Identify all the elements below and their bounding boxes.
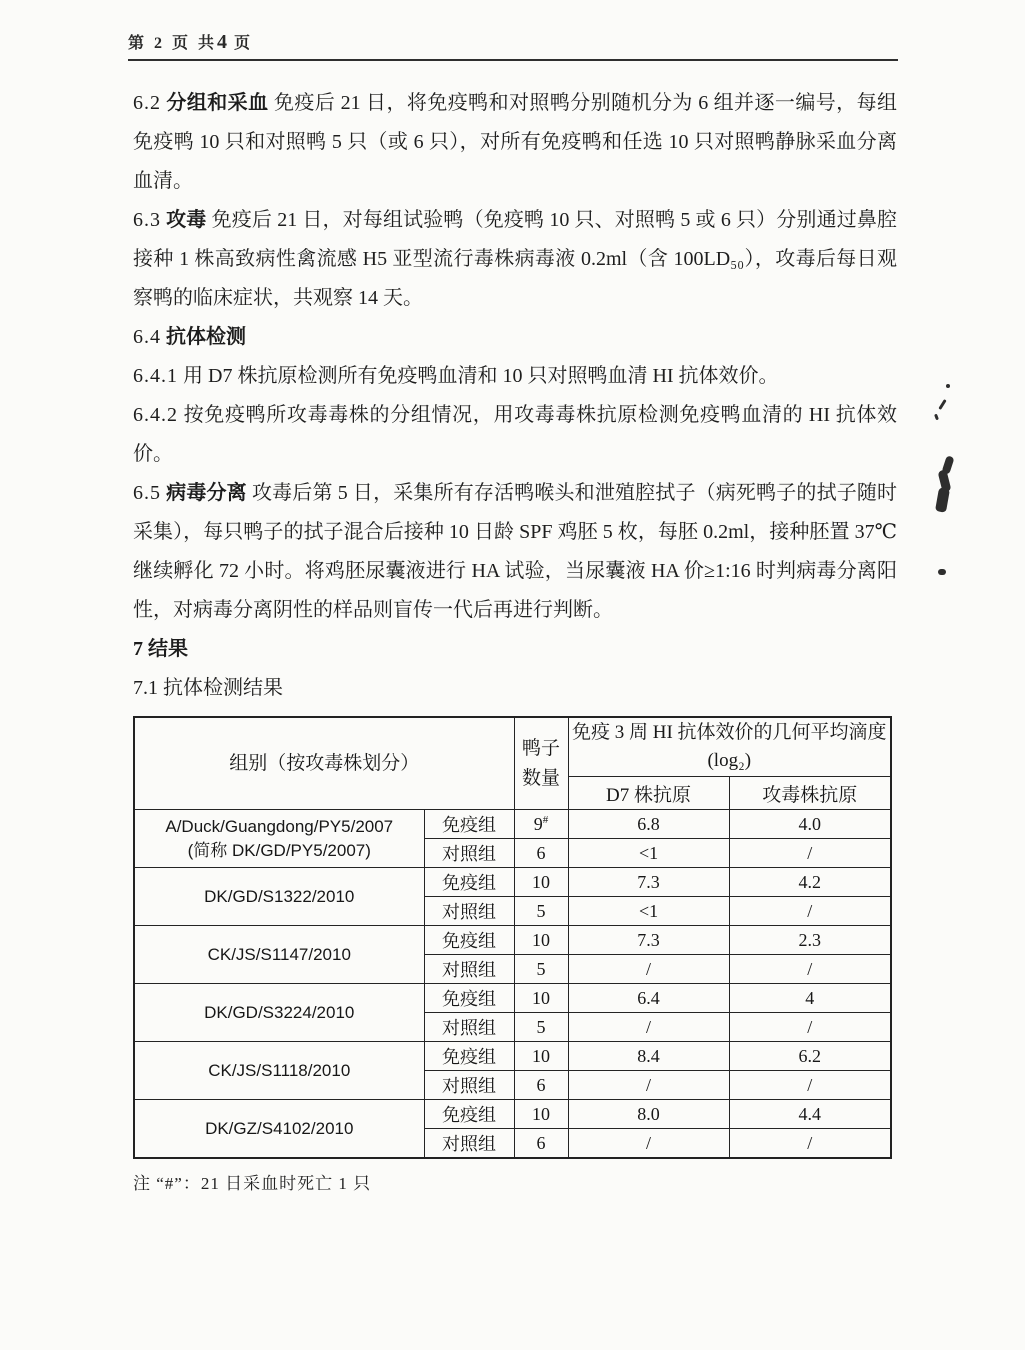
- group-cell: 对照组: [424, 1013, 514, 1042]
- page-number-header: [128, 30, 898, 61]
- column-header-challenge-antigen: 攻毒株抗原: [729, 777, 891, 810]
- section-text: 免疫后 21 日，对每组试验鸭（免疫鸭 10 只、对照鸭 5 或 6 只）分别通过鼻腔接种 1 株高致病性禽流感 H5 亚型流行毒株病毒液 0.2ml（含 100LD₅₀），攻毒后每日观察鸭的临床症状，共观察 14 天。: [133, 209, 898, 309]
- duck-count: 6: [536, 842, 546, 863]
- strain-cell: [134, 984, 424, 1042]
- duck-count: 10: [532, 1103, 551, 1124]
- paragraph-6-4-2: [133, 396, 897, 474]
- duck-count-cell: [514, 810, 568, 839]
- d7-titer-cell: <1: [568, 897, 729, 926]
- group-cell: 对照组: [424, 839, 514, 868]
- results-heading-title: 结果: [148, 638, 188, 660]
- duck-count-cell: [514, 1129, 568, 1159]
- d7-titer-cell: 8.4: [568, 1042, 729, 1071]
- section-number: 6.5: [133, 482, 161, 504]
- strain-cell: [134, 1100, 424, 1159]
- paragraph-6-4: [133, 318, 897, 357]
- strain-name: A/Duck/Guangdong/PY5/2007: [165, 816, 394, 836]
- duck-count: 10: [532, 987, 551, 1008]
- challenge-titer-cell: 4.4: [729, 1100, 891, 1129]
- strain-name: DK/GZ/S4102/2010: [205, 1118, 354, 1138]
- d7-titer-cell: 7.3: [568, 926, 729, 955]
- group-cell: 免疫组: [424, 984, 514, 1013]
- section-number: 6.2: [133, 92, 161, 114]
- table-row: [134, 984, 891, 1013]
- d7-titer-cell: /: [568, 1013, 729, 1042]
- d7-titer-cell: 6.4: [568, 984, 729, 1013]
- paragraph-6-2: [133, 84, 897, 201]
- group-cell: 免疫组: [424, 1100, 514, 1129]
- section-title: 攻毒: [166, 209, 207, 231]
- duck-count-cell: [514, 1071, 568, 1100]
- group-cell: 免疫组: [424, 926, 514, 955]
- page-total-label: 共: [198, 35, 218, 52]
- column-header-hi-titer: 免疫 3 周 HI 抗体效价的几何平均滴度(log₂): [568, 717, 891, 777]
- strain-name: CK/JS/S1147/2010: [207, 944, 351, 964]
- challenge-titer-cell: /: [729, 1071, 891, 1100]
- results-heading: [133, 630, 897, 669]
- duck-count: 5: [536, 900, 546, 921]
- d7-titer-cell: 6.8: [568, 810, 729, 839]
- duck-count-cell: [514, 1013, 568, 1042]
- challenge-titer-cell: 2.3: [729, 926, 891, 955]
- challenge-titer-cell: /: [729, 1129, 891, 1159]
- duck-count: 6: [536, 1132, 546, 1153]
- d7-titer-cell: <1: [568, 839, 729, 868]
- d7-titer-cell: 7.3: [568, 868, 729, 897]
- section-title: 抗体检测: [166, 326, 246, 348]
- ink-mark: [938, 569, 946, 575]
- duck-count-cell: [514, 1042, 568, 1071]
- group-cell: 对照组: [424, 1071, 514, 1100]
- ink-mark: [938, 399, 946, 410]
- group-cell: 对照组: [424, 897, 514, 926]
- table-row: [134, 1100, 891, 1129]
- duck-count-cell: [514, 955, 568, 984]
- duck-count-cell: [514, 1100, 568, 1129]
- group-cell: 免疫组: [424, 810, 514, 839]
- duck-count: 6: [536, 1074, 546, 1095]
- challenge-titer-cell: 6.2: [729, 1042, 891, 1071]
- section-number: 6.3: [133, 209, 161, 231]
- duck-count: 5: [536, 958, 546, 979]
- duck-count-cell: [514, 839, 568, 868]
- section-number: 6.4.1: [133, 365, 178, 387]
- table-footnote: 注 “#”：21 日采血时死亡 1 只: [133, 1174, 372, 1193]
- page-total-number: 4: [217, 31, 228, 53]
- group-cell: 免疫组: [424, 868, 514, 897]
- section-text: 攻毒后第 5 日，采集所有存活鸭喉头和泄殖腔拭子（病死鸭子的拭子随时采集），每只鸭子的拭子混合后接种 10 日龄 SPF 鸡胚 5 枚，每胚 0.2ml，接种胚置 37℃继续孵化 72 小时。将鸡胚尿囊液进行 HA 试验，当尿囊液 HA 价≥1:16 时判病毒分离阳性，对病毒分离阴性的样品则盲传一代后再进行判断。: [133, 482, 898, 621]
- ink-mark: [935, 487, 950, 513]
- d7-titer-cell: /: [568, 1071, 729, 1100]
- challenge-titer-cell: /: [729, 897, 891, 926]
- duck-count: 10: [532, 871, 551, 892]
- strain-cell: [134, 926, 424, 984]
- strain-name: DK/GD/S1322/2010: [204, 886, 355, 906]
- table-header-row-1: [134, 717, 891, 777]
- strain-alias: (简称 DK/GD/PY5/2007): [187, 840, 371, 860]
- strain-name: CK/JS/S1118/2010: [208, 1060, 351, 1080]
- column-header-duck-count: 鸭子数量: [514, 717, 568, 810]
- duck-count-cell: [514, 926, 568, 955]
- duck-count: 10: [532, 929, 551, 950]
- ink-mark: [934, 414, 939, 421]
- page-number-suffix: 页: [234, 35, 254, 52]
- duck-count: 10: [532, 1045, 551, 1066]
- paragraph-6-5: [133, 474, 897, 630]
- challenge-titer-cell: /: [729, 1013, 891, 1042]
- antibody-results-table: [133, 716, 892, 1159]
- challenge-titer-cell: /: [729, 955, 891, 984]
- section-text: 用 D7 株抗原检测所有免疫鸭血清和 10 只对照鸭血清 HI 抗体效价。: [183, 365, 779, 387]
- table-row: [134, 868, 891, 897]
- d7-titer-cell: 8.0: [568, 1100, 729, 1129]
- challenge-titer-cell: 4: [729, 984, 891, 1013]
- section-title: 分组和采血: [166, 92, 269, 114]
- section-text: 免疫后 21 日，将免疫鸭和对照鸭分别随机分为 6 组并逐一编号，每组免疫鸭 10 只和对照鸭 5 只（或 6 只），对所有免疫鸭和任选 10 只对照鸭静脉采血分离血清。: [133, 92, 898, 192]
- challenge-titer-cell: 4.0: [729, 810, 891, 839]
- strain-cell: [134, 810, 424, 868]
- section-number: 6.4.2: [133, 404, 178, 426]
- strain-name: DK/GD/S3224/2010: [204, 1002, 355, 1022]
- challenge-titer-cell: 4.2: [729, 868, 891, 897]
- strain-cell: [134, 1042, 424, 1100]
- d7-titer-cell: /: [568, 955, 729, 984]
- paragraph-6-3: [133, 201, 897, 318]
- duck-count: 5: [536, 1016, 546, 1037]
- table-row: [134, 1042, 891, 1071]
- group-cell: 对照组: [424, 955, 514, 984]
- duck-count-cell: [514, 897, 568, 926]
- duck-count-cell: [514, 868, 568, 897]
- section-title: 病毒分离: [166, 482, 247, 504]
- document-body: [133, 84, 897, 1211]
- duck-count-footmark: #: [542, 813, 549, 826]
- d7-titer-cell: /: [568, 1129, 729, 1159]
- table-row: [134, 810, 891, 839]
- duck-count-cell: [514, 984, 568, 1013]
- results-subheading-title: 抗体检测结果: [163, 677, 283, 699]
- strain-cell: [134, 868, 424, 926]
- group-cell: 免疫组: [424, 1042, 514, 1071]
- table-row: [134, 926, 891, 955]
- results-subheading: [133, 669, 897, 708]
- column-header-group: 组别（按攻毒株划分）: [134, 717, 514, 810]
- results-heading-number: 7: [133, 638, 143, 660]
- results-subheading-number: 7.1: [133, 677, 158, 699]
- column-header-d7-antigen: D7 株抗原: [568, 777, 729, 810]
- page-number-prefix: 第 2 页: [128, 35, 192, 52]
- paragraph-6-4-1: [133, 357, 897, 396]
- section-text: 按免疫鸭所攻毒毒株的分组情况，用攻毒毒株抗原检测免疫鸭血清的 HI 抗体效价。: [133, 404, 897, 465]
- challenge-titer-cell: /: [729, 839, 891, 868]
- group-cell: 对照组: [424, 1129, 514, 1159]
- section-number: 6.4: [133, 326, 161, 348]
- duck-count: 9: [533, 813, 543, 834]
- ink-mark: [946, 384, 950, 388]
